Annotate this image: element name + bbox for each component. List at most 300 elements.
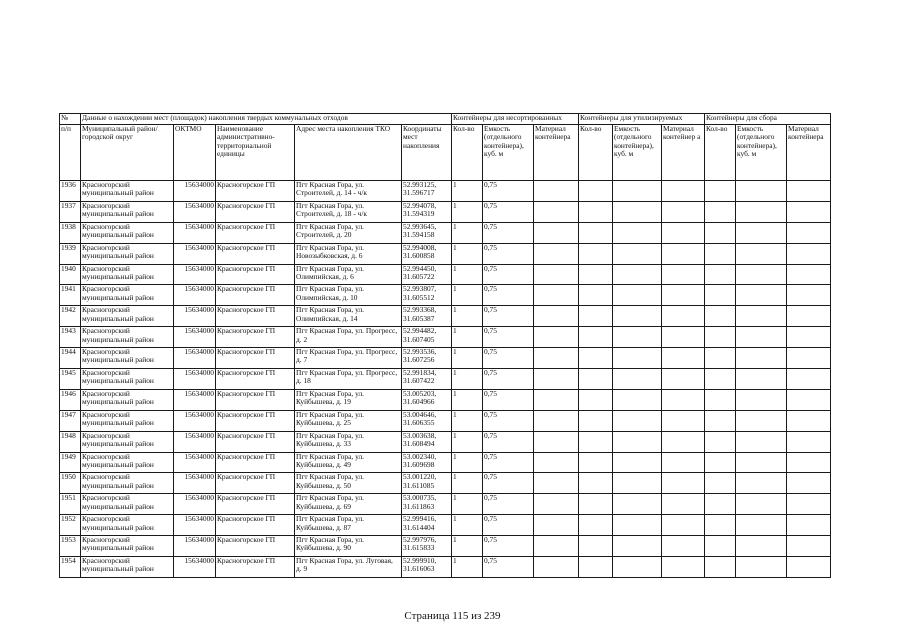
cell-collection-volume	[736, 181, 787, 202]
cell-district: Красногорский муниципальный район	[81, 306, 174, 327]
cell-recyclable-material	[662, 306, 705, 327]
cell-collection-volume	[736, 327, 787, 348]
waste-sites-table	[59, 113, 831, 578]
cell-recyclable-count	[579, 181, 613, 202]
table-row	[60, 369, 831, 390]
cell-collection-count	[705, 369, 736, 390]
header-row-top	[60, 114, 831, 125]
cell-recyclable-material	[662, 201, 705, 222]
cell-unsorted-material	[534, 557, 579, 578]
cell-address: Пгт Красная Гора, ул. Строителей, д. 20	[295, 222, 402, 243]
cell-recyclable-count	[579, 536, 613, 557]
cell-recyclable-material	[662, 327, 705, 348]
cell-address: Пгт Красная Гора, ул. Куйбышева, д. 25	[295, 410, 402, 431]
cell-recyclable-material	[662, 285, 705, 306]
cell-collection-volume	[736, 473, 787, 494]
cell-oktmo: 15634000	[174, 473, 216, 494]
cell-collection-material	[787, 243, 831, 264]
cell-recyclable-count	[579, 452, 613, 473]
cell-oktmo: 15634000	[174, 515, 216, 536]
cell-district: Красногорский муниципальный район	[81, 201, 174, 222]
cell-recyclable-volume	[613, 243, 662, 264]
cell-admin-unit: Красногорское ГП	[216, 327, 295, 348]
cell-admin-unit: Красногорское ГП	[216, 222, 295, 243]
table-row	[60, 327, 831, 348]
cell-unsorted-count: 1	[452, 243, 483, 264]
cell-district: Красногорский муниципальный район	[81, 536, 174, 557]
cell-collection-volume	[736, 515, 787, 536]
cell-collection-count	[705, 264, 736, 285]
cell-unsorted-material	[534, 369, 579, 390]
cell-district: Красногорский муниципальный район	[81, 452, 174, 473]
cell-collection-material	[787, 473, 831, 494]
header-location-data: Данные о нахождении мест (площадок) накопления твердых коммунальных отходов	[81, 114, 452, 125]
cell-recyclable-volume	[613, 452, 662, 473]
cell-collection-material	[787, 264, 831, 285]
cell-oktmo: 15634000	[174, 243, 216, 264]
cell-unsorted-material	[534, 285, 579, 306]
cell-unsorted-count: 1	[452, 431, 483, 452]
cell-address: Пгт Красная Гора, ул. Куйбышева, д. 50	[295, 473, 402, 494]
cell-collection-material	[787, 348, 831, 369]
cell-recyclable-count	[579, 557, 613, 578]
cell-coords: 52.993368, 31.605387	[402, 306, 452, 327]
cell-admin-unit: Красногорское ГП	[216, 494, 295, 515]
cell-unsorted-count: 1	[452, 515, 483, 536]
header-address: Адрес места накопления ТКО	[295, 125, 402, 181]
cell-oktmo: 15634000	[174, 306, 216, 327]
cell-unsorted-material	[534, 222, 579, 243]
cell-coords: 52.994482, 31.607405	[402, 327, 452, 348]
cell-collection-material	[787, 201, 831, 222]
cell-unsorted-volume: 0,75	[483, 306, 534, 327]
cell-recyclable-count	[579, 369, 613, 390]
header-unsorted-containers: Контейнеры для несортированных	[452, 114, 579, 125]
cell-num: 1946	[60, 389, 81, 410]
cell-oktmo: 15634000	[174, 285, 216, 306]
cell-oktmo: 15634000	[174, 222, 216, 243]
cell-num: 1940	[60, 264, 81, 285]
cell-unsorted-count: 1	[452, 348, 483, 369]
cell-address: Пгт Красная Гора, ул. Прогресс, д. 18	[295, 369, 402, 390]
cell-admin-unit: Красногорское ГП	[216, 557, 295, 578]
cell-unsorted-material	[534, 181, 579, 202]
cell-address: Пгт Красная Гора, ул. Прогресс, д. 7	[295, 348, 402, 369]
table-row	[60, 389, 831, 410]
cell-address: Пгт Красная Гора, ул. Куйбышева, д. 90	[295, 536, 402, 557]
cell-collection-volume	[736, 285, 787, 306]
cell-unsorted-material	[534, 327, 579, 348]
cell-collection-volume	[736, 306, 787, 327]
cell-admin-unit: Красногорское ГП	[216, 536, 295, 557]
cell-admin-unit: Красногорское ГП	[216, 431, 295, 452]
cell-coords: 52.994078, 31.594319	[402, 201, 452, 222]
cell-oktmo: 15634000	[174, 369, 216, 390]
cell-address: Пгт Красная Гора, ул. Прогресс, д. 2	[295, 327, 402, 348]
cell-unsorted-count: 1	[452, 369, 483, 390]
cell-num: 1943	[60, 327, 81, 348]
cell-num: 1941	[60, 285, 81, 306]
cell-coords: 52.993645, 31.594158	[402, 222, 452, 243]
cell-unsorted-count: 1	[452, 222, 483, 243]
cell-oktmo: 15634000	[174, 201, 216, 222]
cell-unsorted-material	[534, 431, 579, 452]
cell-recyclable-count	[579, 327, 613, 348]
cell-recyclable-volume	[613, 557, 662, 578]
header-unsorted-volume: Емкость (отдельного контейнера), куб. м	[483, 125, 534, 181]
cell-district: Красногорский муниципальный район	[81, 222, 174, 243]
cell-num: 1938	[60, 222, 81, 243]
cell-address: Пгт Красная Гора, ул. Строителей, д. 18 - ч/к	[295, 201, 402, 222]
cell-unsorted-count: 1	[452, 494, 483, 515]
cell-collection-material	[787, 452, 831, 473]
cell-district: Красногорский муниципальный район	[81, 181, 174, 202]
header-collection-material: Материал контейнера	[787, 125, 831, 181]
cell-collection-volume	[736, 348, 787, 369]
table-row	[60, 494, 831, 515]
cell-admin-unit: Красногорское ГП	[216, 201, 295, 222]
cell-admin-unit: Красногорское ГП	[216, 452, 295, 473]
cell-collection-count	[705, 327, 736, 348]
cell-collection-count	[705, 431, 736, 452]
header-recyclable-count: Кол-во	[579, 125, 613, 181]
header-num: №	[60, 114, 81, 125]
cell-admin-unit: Красногорское ГП	[216, 369, 295, 390]
cell-unsorted-volume: 0,75	[483, 222, 534, 243]
cell-coords: 53.001220, 31.611085	[402, 473, 452, 494]
cell-district: Красногорский муниципальный район	[81, 264, 174, 285]
header-unsorted-material: Материал контейнера	[534, 125, 579, 181]
cell-admin-unit: Красногорское ГП	[216, 285, 295, 306]
cell-address: Пгт Красная Гора, ул. Куйбышева, д. 49	[295, 452, 402, 473]
table-row	[60, 264, 831, 285]
cell-collection-volume	[736, 243, 787, 264]
header-num-sub: п/п	[60, 125, 81, 181]
cell-num: 1950	[60, 473, 81, 494]
cell-district: Красногорский муниципальный район	[81, 348, 174, 369]
cell-collection-volume	[736, 431, 787, 452]
cell-unsorted-volume: 0,75	[483, 369, 534, 390]
cell-oktmo: 15634000	[174, 536, 216, 557]
cell-num: 1936	[60, 181, 81, 202]
cell-num: 1947	[60, 410, 81, 431]
cell-admin-unit: Красногорское ГП	[216, 389, 295, 410]
cell-unsorted-volume: 0,75	[483, 243, 534, 264]
header-unsorted-count: Кол-во	[452, 125, 483, 181]
table-row	[60, 243, 831, 264]
cell-collection-count	[705, 557, 736, 578]
cell-num: 1953	[60, 536, 81, 557]
cell-admin-unit: Красногорское ГП	[216, 410, 295, 431]
cell-unsorted-material	[534, 515, 579, 536]
table-row	[60, 410, 831, 431]
cell-unsorted-volume: 0,75	[483, 494, 534, 515]
cell-recyclable-volume	[613, 285, 662, 306]
cell-collection-volume	[736, 369, 787, 390]
cell-recyclable-count	[579, 348, 613, 369]
cell-unsorted-material	[534, 264, 579, 285]
cell-recyclable-volume	[613, 264, 662, 285]
cell-admin-unit: Красногорское ГП	[216, 348, 295, 369]
cell-unsorted-volume: 0,75	[483, 473, 534, 494]
cell-unsorted-volume: 0,75	[483, 536, 534, 557]
cell-num: 1954	[60, 557, 81, 578]
header-coords: Координаты мест накопления	[402, 125, 452, 181]
table-row	[60, 431, 831, 452]
cell-unsorted-material	[534, 201, 579, 222]
header-district: Муниципальный район/городской округ	[81, 125, 174, 181]
cell-district: Красногорский муниципальный район	[81, 473, 174, 494]
cell-collection-count	[705, 201, 736, 222]
cell-address: Пгт Красная Гора, ул. Новозыбковская, д. 6	[295, 243, 402, 264]
cell-collection-volume	[736, 389, 787, 410]
cell-collection-count	[705, 348, 736, 369]
cell-unsorted-volume: 0,75	[483, 264, 534, 285]
cell-collection-count	[705, 181, 736, 202]
header-admin-unit: Наименование административно-территориальной единицы	[216, 125, 295, 181]
cell-unsorted-count: 1	[452, 473, 483, 494]
cell-collection-count	[705, 494, 736, 515]
cell-recyclable-material	[662, 410, 705, 431]
cell-recyclable-material	[662, 389, 705, 410]
cell-unsorted-volume: 0,75	[483, 327, 534, 348]
cell-recyclable-count	[579, 473, 613, 494]
cell-admin-unit: Красногорское ГП	[216, 515, 295, 536]
cell-coords: 53.004646, 31.606355	[402, 410, 452, 431]
header-recyclable-material: Материал контейнер а	[662, 125, 705, 181]
cell-unsorted-count: 1	[452, 327, 483, 348]
cell-collection-count	[705, 410, 736, 431]
cell-unsorted-volume: 0,75	[483, 515, 534, 536]
cell-district: Красногорский муниципальный район	[81, 410, 174, 431]
cell-coords: 53.005203, 31.604966	[402, 389, 452, 410]
table-row	[60, 348, 831, 369]
cell-admin-unit: Красногорское ГП	[216, 243, 295, 264]
cell-num: 1937	[60, 201, 81, 222]
cell-collection-volume	[736, 494, 787, 515]
cell-collection-count	[705, 222, 736, 243]
header-collection-count: Кол-во	[705, 125, 736, 181]
cell-address: Пгт Красная Гора, ул. Куйбышева, д. 33	[295, 431, 402, 452]
cell-collection-material	[787, 515, 831, 536]
table-row	[60, 515, 831, 536]
cell-recyclable-material	[662, 557, 705, 578]
cell-collection-material	[787, 431, 831, 452]
header-collection-containers: Контейнеры для сбора	[705, 114, 831, 125]
cell-recyclable-volume	[613, 389, 662, 410]
cell-address: Пгт Красная Гора, ул. Куйбышева, д. 69	[295, 494, 402, 515]
cell-collection-volume	[736, 264, 787, 285]
cell-unsorted-volume: 0,75	[483, 181, 534, 202]
cell-collection-count	[705, 306, 736, 327]
cell-coords: 53.002340, 31.609698	[402, 452, 452, 473]
cell-recyclable-count	[579, 243, 613, 264]
cell-oktmo: 15634000	[174, 452, 216, 473]
cell-unsorted-material	[534, 348, 579, 369]
cell-recyclable-material	[662, 243, 705, 264]
cell-num: 1939	[60, 243, 81, 264]
cell-unsorted-volume: 0,75	[483, 285, 534, 306]
cell-unsorted-material	[534, 473, 579, 494]
cell-collection-count	[705, 536, 736, 557]
cell-recyclable-volume	[613, 473, 662, 494]
cell-unsorted-count: 1	[452, 452, 483, 473]
cell-unsorted-volume: 0,75	[483, 389, 534, 410]
cell-address: Пгт Красная Гора, ул. Олимпийская, д. 10	[295, 285, 402, 306]
cell-district: Красногорский муниципальный район	[81, 327, 174, 348]
cell-collection-count	[705, 452, 736, 473]
table-row	[60, 201, 831, 222]
cell-unsorted-count: 1	[452, 389, 483, 410]
cell-recyclable-volume	[613, 327, 662, 348]
cell-unsorted-volume: 0,75	[483, 431, 534, 452]
cell-district: Красногорский муниципальный район	[81, 369, 174, 390]
cell-recyclable-count	[579, 222, 613, 243]
cell-collection-material	[787, 181, 831, 202]
cell-coords: 52.991834, 31.607422	[402, 369, 452, 390]
cell-address: Пгт Красная Гора, ул. Луговая, д. 9	[295, 557, 402, 578]
cell-coords: 53.000735, 31.611863	[402, 494, 452, 515]
cell-unsorted-volume: 0,75	[483, 201, 534, 222]
cell-num: 1944	[60, 348, 81, 369]
cell-district: Красногорский муниципальный район	[81, 557, 174, 578]
table-row	[60, 306, 831, 327]
cell-recyclable-volume	[613, 222, 662, 243]
cell-coords: 52.999910, 31.616063	[402, 557, 452, 578]
header-row-sub	[60, 125, 831, 181]
cell-num: 1948	[60, 431, 81, 452]
cell-recyclable-volume	[613, 410, 662, 431]
cell-collection-material	[787, 410, 831, 431]
cell-admin-unit: Красногорское ГП	[216, 306, 295, 327]
cell-oktmo: 15634000	[174, 348, 216, 369]
cell-recyclable-volume	[613, 536, 662, 557]
cell-address: Пгт Красная Гора, ул. Куйбышева, д. 19	[295, 389, 402, 410]
cell-collection-volume	[736, 201, 787, 222]
table-row	[60, 181, 831, 202]
cell-recyclable-material	[662, 264, 705, 285]
cell-unsorted-material	[534, 389, 579, 410]
cell-unsorted-material	[534, 306, 579, 327]
cell-unsorted-count: 1	[452, 557, 483, 578]
cell-recyclable-count	[579, 494, 613, 515]
cell-unsorted-count: 1	[452, 201, 483, 222]
cell-num: 1949	[60, 452, 81, 473]
cell-collection-volume	[736, 536, 787, 557]
cell-recyclable-count	[579, 389, 613, 410]
cell-collection-material	[787, 369, 831, 390]
cell-admin-unit: Красногорское ГП	[216, 264, 295, 285]
cell-collection-material	[787, 327, 831, 348]
cell-unsorted-volume: 0,75	[483, 410, 534, 431]
cell-address: Пгт Красная Гора, ул. Олимпийская, д. 6	[295, 264, 402, 285]
cell-unsorted-count: 1	[452, 285, 483, 306]
cell-recyclable-count	[579, 515, 613, 536]
header-recyclable-volume: Емкость (отдельного контейнера), куб. м	[613, 125, 662, 181]
cell-oktmo: 15634000	[174, 327, 216, 348]
cell-recyclable-volume	[613, 348, 662, 369]
cell-address: Пгт Красная Гора, ул. Строителей, д. 14 - ч/к	[295, 181, 402, 202]
cell-oktmo: 15634000	[174, 431, 216, 452]
cell-num: 1952	[60, 515, 81, 536]
cell-unsorted-count: 1	[452, 306, 483, 327]
cell-collection-count	[705, 243, 736, 264]
cell-recyclable-count	[579, 431, 613, 452]
cell-collection-material	[787, 494, 831, 515]
cell-oktmo: 15634000	[174, 557, 216, 578]
cell-coords: 52.993125, 31.596717	[402, 181, 452, 202]
cell-unsorted-count: 1	[452, 410, 483, 431]
cell-recyclable-material	[662, 181, 705, 202]
cell-oktmo: 15634000	[174, 264, 216, 285]
cell-unsorted-material	[534, 494, 579, 515]
cell-coords: 52.997976, 31.615833	[402, 536, 452, 557]
cell-unsorted-material	[534, 536, 579, 557]
cell-address: Пгт Красная Гора, ул. Олимпийская, д. 14	[295, 306, 402, 327]
table-row	[60, 452, 831, 473]
cell-collection-material	[787, 222, 831, 243]
cell-recyclable-material	[662, 222, 705, 243]
cell-oktmo: 15634000	[174, 389, 216, 410]
cell-recyclable-material	[662, 369, 705, 390]
cell-admin-unit: Красногорское ГП	[216, 181, 295, 202]
header-collection-volume: Емкость (отдельного контейнера), куб. м	[736, 125, 787, 181]
cell-collection-material	[787, 536, 831, 557]
cell-recyclable-count	[579, 264, 613, 285]
cell-collection-count	[705, 515, 736, 536]
cell-district: Красногорский муниципальный район	[81, 431, 174, 452]
cell-collection-volume	[736, 557, 787, 578]
cell-collection-volume	[736, 222, 787, 243]
cell-unsorted-material	[534, 243, 579, 264]
cell-collection-volume	[736, 452, 787, 473]
cell-collection-count	[705, 473, 736, 494]
cell-coords: 52.993536, 31.607256	[402, 348, 452, 369]
table-row	[60, 222, 831, 243]
cell-recyclable-volume	[613, 181, 662, 202]
cell-admin-unit: Красногорское ГП	[216, 473, 295, 494]
cell-oktmo: 15634000	[174, 494, 216, 515]
cell-recyclable-material	[662, 473, 705, 494]
cell-district: Красногорский муниципальный район	[81, 515, 174, 536]
table-row	[60, 557, 831, 578]
cell-unsorted-count: 1	[452, 536, 483, 557]
cell-recyclable-count	[579, 410, 613, 431]
cell-num: 1951	[60, 494, 81, 515]
cell-address: Пгт Красная Гора, ул. Куйбышева, д. 87	[295, 515, 402, 536]
cell-coords: 52.999416, 31.614404	[402, 515, 452, 536]
cell-recyclable-count	[579, 306, 613, 327]
header-oktmo: ОКТМО	[174, 125, 216, 181]
cell-coords: 52.994008, 31.600858	[402, 243, 452, 264]
cell-collection-material	[787, 557, 831, 578]
cell-recyclable-material	[662, 431, 705, 452]
cell-unsorted-count: 1	[452, 264, 483, 285]
cell-recyclable-volume	[613, 369, 662, 390]
cell-recyclable-volume	[613, 431, 662, 452]
cell-collection-material	[787, 285, 831, 306]
cell-district: Красногорский муниципальный район	[81, 285, 174, 306]
cell-unsorted-volume: 0,75	[483, 348, 534, 369]
cell-coords: 53.003638, 31.608494	[402, 431, 452, 452]
cell-unsorted-material	[534, 452, 579, 473]
cell-oktmo: 15634000	[174, 410, 216, 431]
cell-recyclable-volume	[613, 201, 662, 222]
cell-recyclable-volume	[613, 494, 662, 515]
cell-collection-material	[787, 389, 831, 410]
cell-collection-volume	[736, 410, 787, 431]
table-row	[60, 285, 831, 306]
